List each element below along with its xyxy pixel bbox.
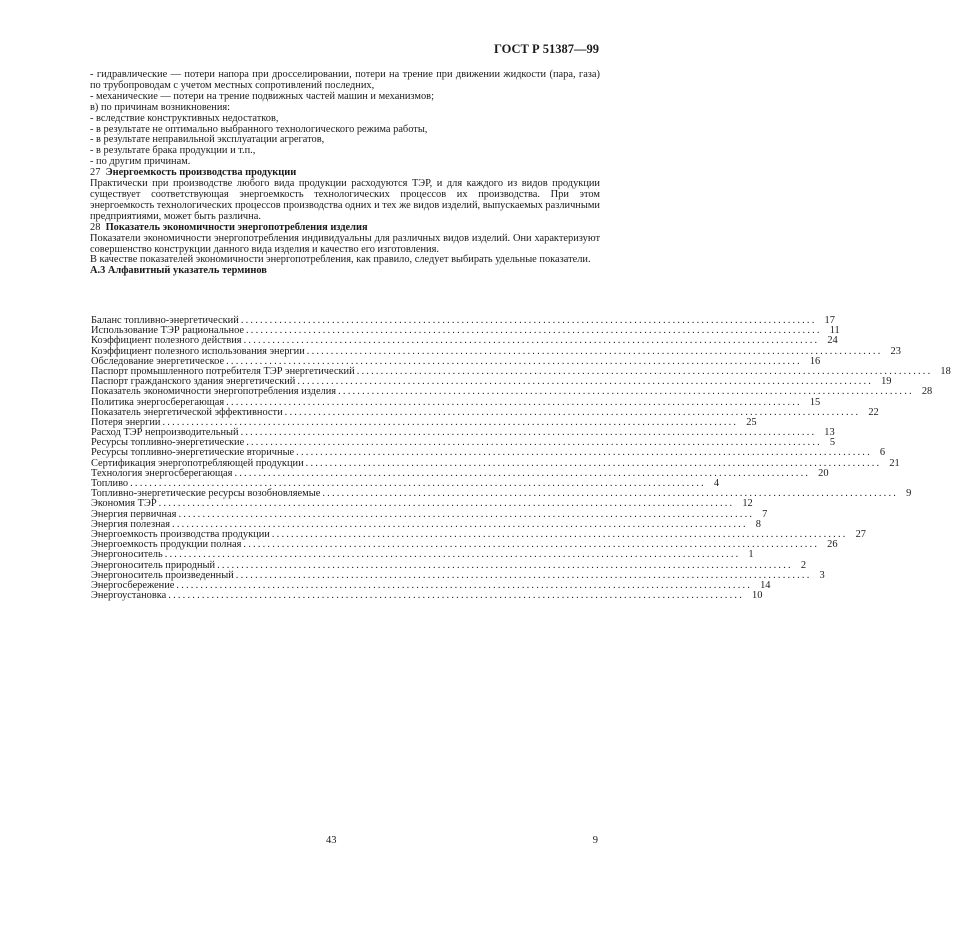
index-term-number: 12 bbox=[742, 498, 753, 510]
index-term: Ресурсы топливно-энергетические вторичные bbox=[91, 447, 295, 459]
leader-dots: ........................................................................................................................ bbox=[172, 518, 748, 530]
index-term-number: 22 bbox=[868, 406, 879, 418]
leader-dots: ........................................................................................................................ bbox=[217, 559, 793, 571]
index-entry bbox=[91, 590, 763, 602]
index-term-number: 17 bbox=[824, 315, 835, 326]
leader-dots: ........................................................................................................................ bbox=[338, 386, 914, 398]
paragraph-hydraulic: - гидравлические — потери напора при дросселировании, потери на трение при движении жидкости (пара, газа) по трубопроводам с учетом местных сопротивлений последних, bbox=[90, 69, 600, 91]
index-term: Паспорт промышленного потребителя ТЭР энергетический bbox=[91, 365, 355, 377]
section-27-number: 27 bbox=[90, 167, 101, 179]
index-term: Энергоустановка bbox=[91, 590, 167, 602]
corner-number: 9 bbox=[592, 835, 598, 846]
index-term: Сертификация энергопотребляющей продукции bbox=[91, 457, 304, 469]
index-term: Потеря энергии bbox=[91, 416, 161, 428]
index-term-number: 1 bbox=[748, 549, 754, 561]
leader-dots: ........................................................................................................................ bbox=[164, 549, 741, 561]
index-term: Использование ТЭР рациональное bbox=[91, 325, 244, 337]
leader-dots: ........................................................................................................................ bbox=[168, 590, 744, 602]
index-term-number: 9 bbox=[906, 488, 912, 500]
paragraph-causes: в) по причинам возникновения: bbox=[90, 101, 231, 113]
index-term-number: 24 bbox=[827, 335, 838, 347]
leader-dots: ........................................................................................................................ bbox=[306, 345, 883, 357]
index-term-number: 8 bbox=[755, 518, 761, 530]
section-27-title: Энергоемкость производства продукции bbox=[105, 167, 297, 179]
body-text bbox=[90, 70, 600, 277]
leader-dots: ........................................................................................................................ bbox=[322, 488, 899, 500]
index-term-number: 11 bbox=[829, 325, 840, 337]
section-28-text-1: Показатели экономичности энергопотребления индивидуальны для различных видов изделий. Они характеризуют совершенство конструкции данного вида изделия и качество его изготовления. bbox=[90, 232, 600, 255]
index-term: Энергоемкость продукции полная bbox=[91, 539, 242, 551]
leader-dots: ........................................................................................................................ bbox=[296, 447, 872, 459]
section-28-number: 28 bbox=[90, 221, 101, 233]
index-term: Энергоноситель природный bbox=[91, 559, 216, 571]
section-28-title: Показатель экономичности энергопотребления изделия bbox=[105, 221, 368, 233]
leader-dots: ........................................................................................................................ bbox=[240, 315, 817, 326]
leader-dots: ........................................................................................................................ bbox=[243, 539, 820, 551]
section-28-heading bbox=[90, 223, 600, 234]
paragraph-cause-3: - в результате неправильной эксплуатации агрегатов, bbox=[90, 134, 325, 146]
index-term-number: 16 bbox=[809, 355, 821, 367]
index-term-number: 21 bbox=[889, 457, 900, 469]
leader-dots: ........................................................................................................................ bbox=[246, 437, 822, 449]
index-term-number: 20 bbox=[818, 467, 829, 479]
index-term-number: 2 bbox=[800, 559, 807, 571]
leader-dots: ........................................................................................................................ bbox=[305, 457, 882, 469]
index-term-number: 5 bbox=[829, 437, 836, 449]
leader-dots: ........................................................................................................................ bbox=[356, 365, 933, 377]
index-entry bbox=[91, 386, 933, 398]
index-term-number: 19 bbox=[881, 376, 892, 388]
index-term-number: 10 bbox=[752, 590, 763, 602]
index-term-number: 6 bbox=[879, 447, 886, 459]
index-term: Показатель энергетической эффективности bbox=[91, 406, 283, 418]
leader-dots: ........................................................................................................................ bbox=[240, 427, 817, 439]
leader-dots: ........................................................................................................................ bbox=[243, 335, 820, 347]
section-28-text-2: В качестве показателей экономичности энергопотребления, как правило, следует выбирать удельные показатели. bbox=[90, 254, 591, 266]
leader-dots: ........................................................................................................................ bbox=[162, 416, 739, 428]
leader-dots: ........................................................................................................................ bbox=[246, 325, 822, 337]
index-title: А.3 Алфавитный указатель терминов bbox=[90, 265, 267, 277]
index-term: Ресурсы топливно-энергетические bbox=[91, 437, 245, 449]
leader-dots: ........................................................................................................................ bbox=[271, 528, 848, 540]
index-term-number: 26 bbox=[827, 539, 838, 551]
index-term: Коэффициент полезного действия bbox=[91, 335, 242, 347]
index-term: Энергоемкость производства продукции bbox=[91, 528, 270, 540]
index-term-number: 18 bbox=[940, 365, 951, 377]
paragraph-cause-5: - по другим причинам. bbox=[90, 156, 191, 168]
leader-dots: ........................................................................................................................ bbox=[284, 406, 861, 418]
index-term-number: 7 bbox=[762, 508, 768, 520]
leader-dots: ........................................................................................................................ bbox=[158, 498, 735, 510]
index-term-number: 13 bbox=[824, 427, 835, 439]
index-term: Энергоноситель bbox=[91, 549, 163, 561]
index-entry bbox=[91, 549, 754, 561]
paragraph-cause-4: - в результате брака продукции и т.п., bbox=[90, 145, 256, 157]
leader-dots: ........................................................................................................................ bbox=[234, 467, 811, 479]
index-term-number: 28 bbox=[921, 386, 933, 398]
standard-header: ГОСТ Р 51387—99 bbox=[493, 42, 599, 56]
index-term: Баланс топливно-энергетический bbox=[91, 315, 239, 326]
paragraph-cause-2: - в результате не оптимально выбранного технологического режима работы, bbox=[90, 123, 428, 135]
index-term-number: 4 bbox=[713, 478, 720, 489]
leader-dots: ........................................................................................................................ bbox=[176, 579, 753, 591]
index-term: Энергоноситель произведенный bbox=[91, 569, 234, 581]
index-term: Политика энергосберегающая bbox=[91, 396, 225, 408]
paragraph-mechanical: - механические — потери на трение подвижных частей машин и механизмов; bbox=[90, 90, 434, 102]
index-term-number: 25 bbox=[746, 416, 757, 428]
index-term-number: 27 bbox=[855, 528, 866, 540]
index-term-number: 15 bbox=[809, 396, 821, 408]
index-term: Экономия ТЭР bbox=[91, 498, 157, 510]
paragraph-cause-1: - вследствие конструктивных недостатков, bbox=[90, 112, 279, 124]
leader-dots: ........................................................................................................................ bbox=[130, 478, 706, 489]
page-number: 43 bbox=[326, 835, 337, 846]
index-term: Технология энергосберегающая bbox=[91, 467, 233, 479]
leader-dots: ........................................................................................................................ bbox=[178, 508, 755, 520]
index-term: Коэффициент полезного использования энергии bbox=[91, 345, 305, 357]
leader-dots: ........................................................................................................................ bbox=[226, 355, 802, 367]
index-term: Показатель экономичности энергопотребления изделия bbox=[91, 386, 337, 398]
leader-dots: ........................................................................................................................ bbox=[297, 376, 874, 388]
leader-dots: ........................................................................................................................ bbox=[226, 396, 802, 408]
leader-dots: ........................................................................................................................ bbox=[235, 569, 812, 581]
section-27-text: Практически при производстве любого вида продукции расходуются ТЭР, и для каждого из видов продукции существует соответствующая энергоемкость технологических процессов их производства. При этом энергоемкость технологических процессов производства одних и тех же видов изделий, выпускаемых различными предприятиями, может быть различна. bbox=[90, 178, 600, 222]
index-term: Паспорт гражданского здания энергетический bbox=[91, 376, 296, 388]
index-term: Энергия первичная bbox=[91, 508, 177, 520]
index-term-number: 23 bbox=[890, 345, 901, 357]
index-term-number: 3 bbox=[819, 569, 825, 581]
index-term: Энергия полезная bbox=[91, 518, 171, 530]
index-term-number: 14 bbox=[760, 579, 771, 591]
term-index bbox=[91, 315, 951, 602]
index-term: Топливо bbox=[91, 478, 129, 489]
index-term: Топливно-энергетические ресурсы возобновляемые bbox=[91, 488, 321, 500]
index-term: Расход ТЭР непроизводительный bbox=[91, 427, 239, 439]
index-term: Энергосбережение bbox=[91, 579, 175, 591]
index-term: Обследование энергетическое bbox=[91, 355, 225, 367]
